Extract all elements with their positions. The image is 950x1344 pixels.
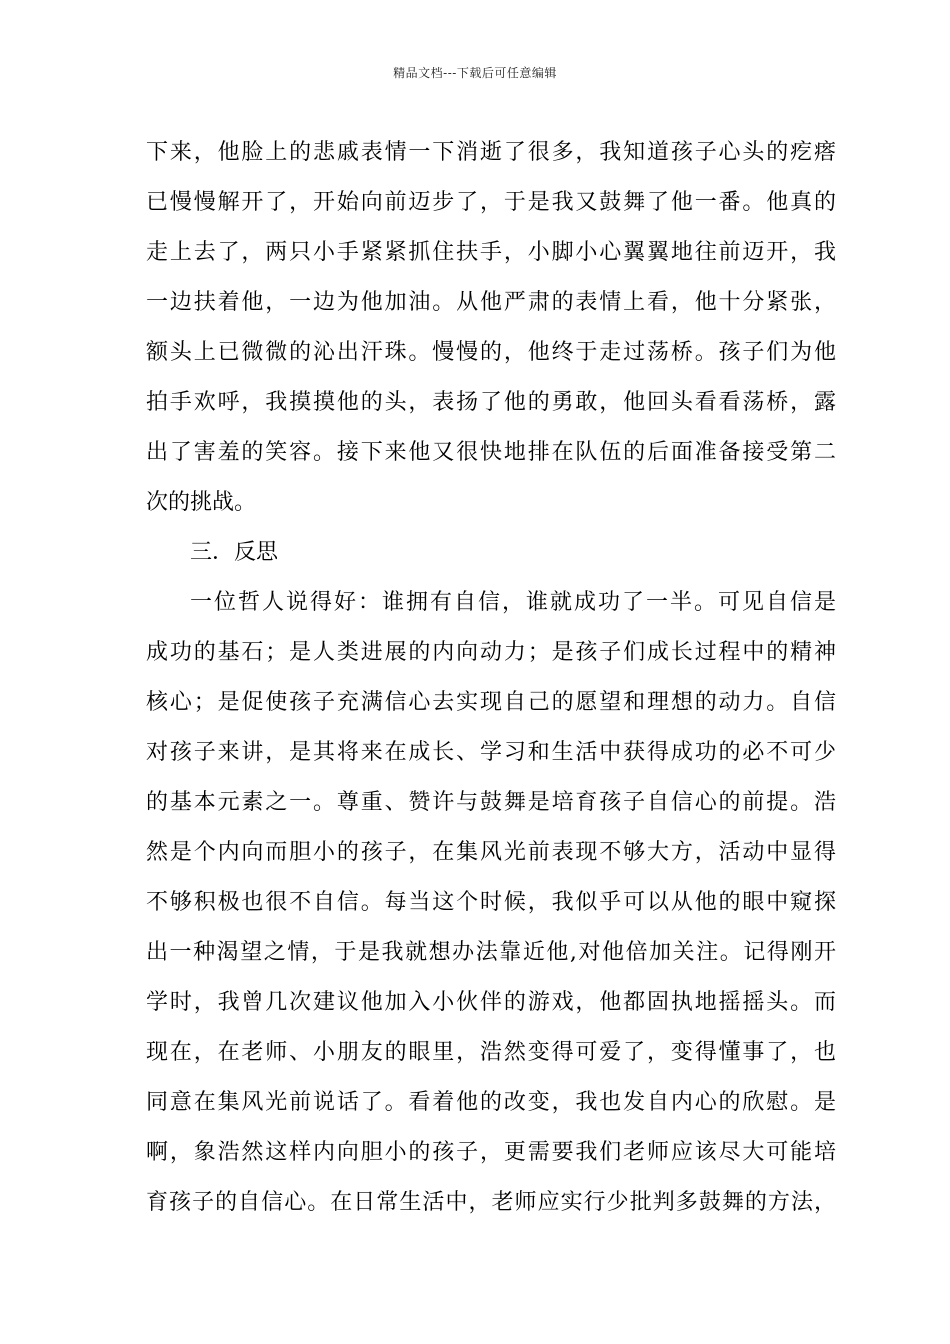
paragraph-line: 拍手欢呼，我摸摸他的头，表扬了他的勇敢，他回头看看荡桥，露 [146,390,836,415]
paragraph-line: 啊，象浩然这样内向胆小的孩子，更需要我们老师应该尽大可能培 [146,1140,836,1165]
paragraph-line: 出了害羞的笑容。接下来他又很快地排在队伍的后面准备接受第二 [146,440,836,465]
paragraph-line: 的基本元素之一。尊重、赞许与鼓舞是培育孩子自信心的前提。浩 [146,790,836,815]
paragraph-line: 一边扶着他，一边为他加油。从他严肃的表情上看，他十分紧张， [146,290,836,315]
paragraph-line: 出一种渴望之情，于是我就想办法靠近他,对他倍加关注。记得刚开 [146,940,836,965]
paragraph-line: 成功的基石；是人类进展的内向动力；是孩子们成长过程中的精神 [146,640,836,665]
paragraph-line: 核心；是促使孩子充满信心去实现自己的愿望和理想的动力。自信 [146,690,836,715]
paragraph-line: 走上去了，两只小手紧紧抓住扶手，小脚小心翼翼地往前迈开，我 [146,240,836,265]
paragraph-line: 然是个内向而胆小的孩子，在集风光前表现不够大方，活动中显得 [146,840,836,865]
paragraph-line: 额头上已微微的沁出汗珠。慢慢的，他终于走过荡桥。孩子们为他 [146,340,836,365]
paragraph-line: 现在，在老师、小朋友的眼里，浩然变得可爱了，变得懂事了，也 [146,1040,836,1065]
document-body [146,128,836,1228]
paragraph-line: 不够积极也很不自信。每当这个时候，我似乎可以从他的眼中窥探 [146,890,836,915]
paragraph-line: 对孩子来讲，是其将来在成长、学习和生活中获得成功的必不可少 [146,740,836,765]
paragraph-line: 一位哲人说得好：谁拥有自信，谁就成功了一半。可见自信是 [190,590,836,615]
paragraph-line: 下来，他脸上的悲戚表情一下消逝了很多，我知道孩子心头的疙瘩 [146,140,836,165]
paragraph-line: 学时，我曾几次建议他加入小伙伴的游戏，他都固执地摇摇头。而 [146,990,836,1015]
paragraph-line: 次的挑战。 [146,490,257,515]
paragraph-line: 已慢慢解开了，开始向前迈步了，于是我又鼓舞了他一番。他真的 [146,190,836,215]
page-header: 精品文档---下载后可任意编辑 [393,66,557,80]
paragraph-line: 育孩子的自信心。在日常生活中，老师应实行少批判多鼓舞的方法， [146,1190,836,1215]
paragraph-line: 同意在集风光前说话了。看着他的改变，我也发自内心的欣慰。是 [146,1090,836,1115]
paragraph-line: 三．反思 [190,540,279,565]
